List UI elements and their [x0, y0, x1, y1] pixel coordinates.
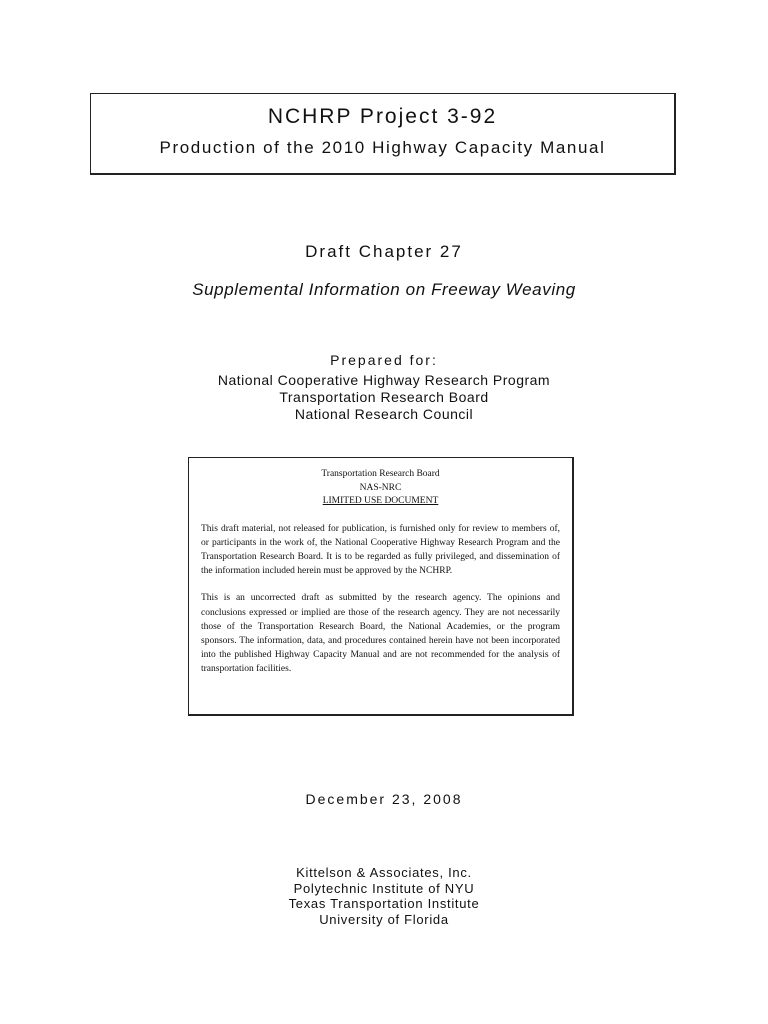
chapter-subtitle: Supplemental Information on Freeway Weaving [192, 280, 576, 299]
sponsor-line: National Cooperative Highway Research Program [217, 372, 551, 388]
organization-line: Kittelson & Associates, Inc. [296, 865, 472, 880]
notice-suborg: NAS-NRC [359, 482, 402, 493]
organization-line: University of Florida [319, 912, 449, 927]
organization-line: Texas Transportation Institute [288, 896, 480, 911]
document-date: December 23, 2008 [305, 791, 463, 807]
notice-heading: LIMITED USE DOCUMENT [322, 496, 439, 506]
notice-header [201, 468, 560, 509]
prepared-for-label: Prepared for: [330, 352, 438, 368]
notice-paragraph-1: This draft material, not released for publication, is furnished only for review to members of, or participants in the work of, the National Cooperative Highway Research Program and the Transportation Research Board. It is to be regarded as fully privileged, and dissemination of the information included herein must be approved by the NCHRP. [201, 523, 560, 577]
title-box [90, 93, 676, 175]
project-title: NCHRP Project 3-92 [267, 105, 498, 128]
notice-org: Transportation Research Board [321, 469, 440, 479]
limited-use-notice [188, 457, 574, 716]
project-subtitle: Production of the 2010 Highway Capacity Manual [159, 138, 606, 157]
organization-line: Polytechnic Institute of NYU [293, 881, 475, 896]
notice-paragraph-2: This is an uncorrected draft as submitted by the research agency. The opinions and conclusions expressed or implied are those of the research agency. They are not necessarily those of the Transportation Research Board, the National Academies, or the program sponsors. The information, data, and procedures contained herein have not been incorporated into the published Highway Capacity Manual and are not recommended for the analysis of transportation facilities. [201, 593, 560, 675]
sponsor-line: National Research Council [294, 406, 474, 422]
sponsor-line: Transportation Research Board [279, 389, 489, 405]
draft-chapter-title: Draft Chapter 27 [305, 242, 463, 261]
